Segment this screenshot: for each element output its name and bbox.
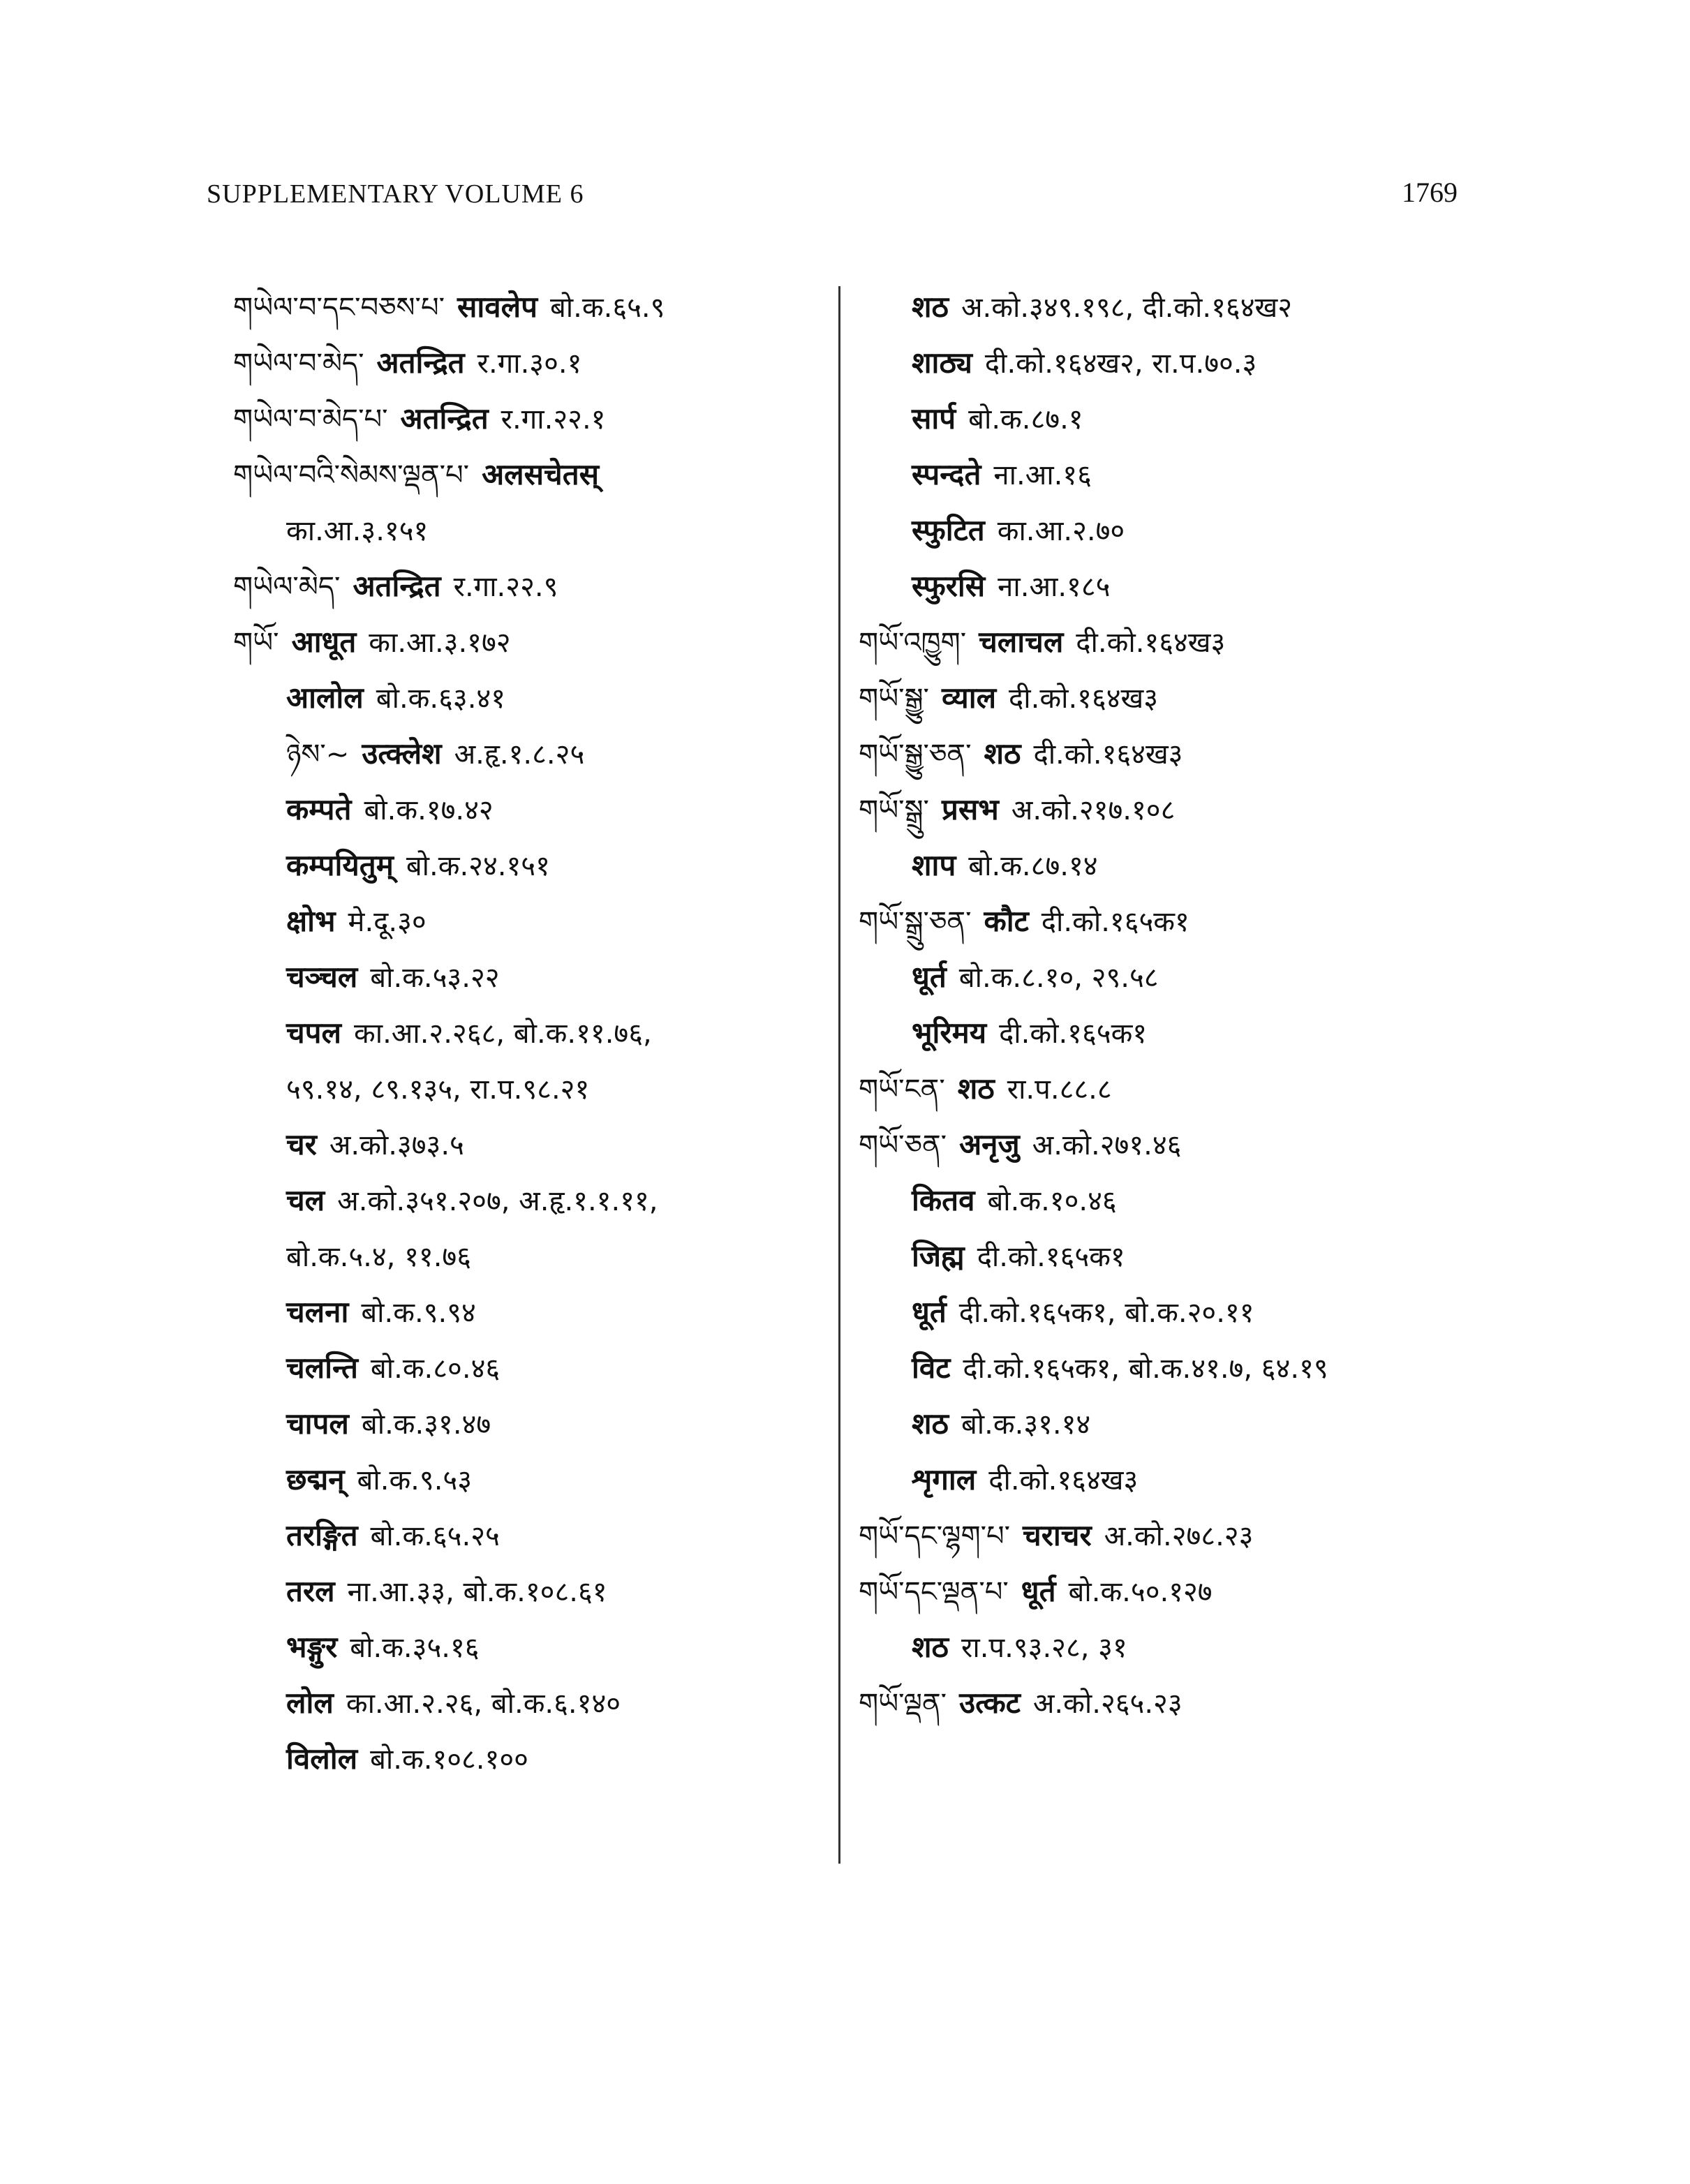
dictionary-line: [233, 1563, 820, 1619]
dictionary-line: [859, 782, 1487, 838]
dictionary-line: [859, 447, 1487, 503]
dictionary-line: [233, 279, 820, 335]
sanskrit-equivalent: लोल: [286, 1686, 334, 1720]
running-header-title: SUPPLEMENTARY VOLUME 6: [207, 179, 584, 209]
sanskrit-equivalent: प्रसभ: [941, 792, 999, 826]
source-reference: दी.को.१६४ख३: [988, 1464, 1139, 1496]
dictionary-line: [859, 614, 1487, 670]
source-reference: बो.क.८७.१४: [968, 850, 1098, 882]
source-reference: का.आ.२.२६८, बो.क.११.७६,: [354, 1018, 652, 1050]
dictionary-line: [859, 838, 1487, 893]
source-reference: बो.क.१७.४२: [364, 794, 494, 826]
source-reference: अ.को.२१७.१०८: [1011, 794, 1176, 826]
source-reference: अ.को.३५१.२०७, अ.हृ.१.१.११,: [337, 1185, 658, 1217]
source-reference: बो.क.६३.४१: [376, 683, 506, 715]
source-reference: रा.प.९३.२८, ३१: [961, 1632, 1127, 1664]
sanskrit-equivalent: कम्पते: [286, 792, 352, 826]
source-reference: बो.क.३५.१६: [350, 1632, 480, 1664]
source-reference: बो.क.३१.१४: [961, 1409, 1091, 1441]
column-divider: [838, 286, 840, 1864]
tibetan-headword: གཡོ་ངན་: [859, 1074, 945, 1106]
tibetan-headword: གཡོ་སྒྲུ་ཅན་: [859, 906, 972, 938]
dictionary-line: [859, 726, 1487, 782]
source-reference: अ.को.२७८.२३: [1104, 1520, 1254, 1552]
tibetan-headword: གཡོ་ལྡན་: [859, 1688, 947, 1720]
sanskrit-equivalent: स्फुरसि: [912, 569, 986, 603]
dictionary-line: [859, 949, 1487, 1005]
sanskrit-equivalent: चलना: [286, 1295, 349, 1329]
sanskrit-equivalent: चापल: [286, 1406, 349, 1441]
dictionary-line: [233, 391, 820, 447]
source-reference: का.आ.३.१७२: [369, 627, 511, 659]
source-reference: अ.को.३७३.५: [329, 1129, 464, 1161]
sanskrit-equivalent: आलोल: [286, 681, 364, 715]
tibetan-headword: གཡེལ་བ་དང་བཅས་པ་: [233, 292, 445, 324]
source-reference: बो.क.८०.४६: [370, 1353, 501, 1385]
tibetan-headword: གཡོ་འཁྱུག་: [859, 627, 967, 659]
sanskrit-equivalent: चर: [286, 1127, 317, 1161]
source-reference: बो.क.६५.९: [549, 292, 665, 324]
dictionary-line: [859, 1228, 1487, 1284]
source-reference: का.आ.२.७०: [997, 515, 1125, 547]
sanskrit-equivalent: कितव: [912, 1183, 975, 1217]
dictionary-line: [233, 335, 820, 391]
source-reference: र.गा.३०.१: [477, 348, 582, 380]
dictionary-line: [859, 391, 1487, 447]
dictionary-line: [233, 949, 820, 1005]
sanskrit-equivalent: शठ: [984, 736, 1021, 771]
sanskrit-equivalent: व्याल: [941, 681, 997, 715]
source-reference: बो.क.९.९४: [361, 1297, 476, 1329]
sanskrit-equivalent: शठ: [912, 290, 949, 324]
dictionary-line: [233, 447, 820, 503]
source-reference: बो.क.५.४, ११.७६: [286, 1241, 472, 1273]
dictionary-line: [859, 1340, 1487, 1396]
dictionary-line: [859, 1508, 1487, 1563]
sanskrit-equivalent: शाप: [912, 848, 956, 882]
dictionary-line: [233, 1396, 820, 1452]
dictionary-line: [859, 503, 1487, 558]
source-reference: दी.को.१६४ख३: [1009, 683, 1159, 715]
source-reference: अ.को.२७१.४६: [1032, 1129, 1182, 1161]
sanskrit-equivalent: कम्पयितुम्: [286, 848, 394, 882]
dictionary-line: [233, 1173, 820, 1228]
sanskrit-equivalent: अनृजु: [959, 1127, 1020, 1161]
right-column: [859, 279, 1487, 1731]
source-reference: बो.क.३१.४७: [361, 1409, 491, 1441]
sanskrit-equivalent: चराचर: [1023, 1518, 1092, 1552]
dictionary-line: [859, 558, 1487, 614]
dictionary-line: [859, 1619, 1487, 1675]
source-reference: का.आ.२.२६, बो.क.६.१४०: [346, 1688, 621, 1720]
sanskrit-equivalent: चपल: [286, 1016, 342, 1050]
sanskrit-equivalent: धूर्त: [1021, 1574, 1056, 1608]
source-reference: दी.को.१६४ख३: [1033, 738, 1183, 771]
source-reference: बो.क.८७.१: [968, 403, 1083, 436]
sanskrit-equivalent: अतन्द्रित: [353, 569, 441, 603]
tibetan-headword: གཡོ་ཅན་: [859, 1129, 947, 1161]
tibetan-headword: གཡོ་: [233, 627, 279, 659]
source-reference: बो.क.५३.२२: [370, 962, 500, 994]
tibetan-headword: གཡོ་སྒྱུ་: [859, 683, 929, 715]
dictionary-line: [859, 1061, 1487, 1117]
source-reference: बो.क.१०.४६: [987, 1185, 1117, 1217]
sanskrit-equivalent: सार्प: [912, 401, 956, 436]
dictionary-line: [233, 1619, 820, 1675]
dictionary-line: [233, 838, 820, 893]
sanskrit-equivalent: स्पन्दते: [912, 457, 981, 491]
sanskrit-equivalent: भङ्गुर: [286, 1630, 338, 1664]
sanskrit-equivalent: उत्कट: [959, 1686, 1021, 1720]
source-reference: अ.को.३४९.१९८, दी.को.१६४ख२: [961, 292, 1293, 324]
source-reference: र.गा.२२.९: [453, 571, 558, 603]
tibetan-headword: གཡོ་དང་ལྡན་པ་: [859, 1576, 1009, 1608]
dictionary-line: [233, 1508, 820, 1563]
dictionary-line: [859, 893, 1487, 949]
dictionary-line: [859, 1396, 1487, 1452]
sanskrit-equivalent: उत्क्लेश: [362, 736, 442, 771]
dictionary-line: [859, 279, 1487, 335]
dictionary-line: [859, 670, 1487, 726]
sanskrit-equivalent: छद्मन्: [286, 1462, 345, 1496]
dictionary-line: [233, 1284, 820, 1340]
source-reference: रा.प.८८.८: [1007, 1074, 1112, 1106]
sanskrit-equivalent: स्फुटित: [912, 513, 985, 547]
sanskrit-equivalent: आधूत: [291, 625, 357, 659]
source-reference: ना.आ.१६: [993, 459, 1092, 491]
sanskrit-equivalent: तरङ्गित: [286, 1518, 358, 1552]
sanskrit-equivalent: शाठ्य: [912, 346, 972, 380]
source-reference: दी.को.१६५क१: [1041, 906, 1189, 938]
dictionary-line: [233, 670, 820, 726]
source-reference: बो.क.६५.२५: [370, 1520, 500, 1552]
source-reference: दी.को.१६५क१: [977, 1241, 1125, 1273]
sanskrit-equivalent: शठ: [957, 1071, 995, 1106]
sanskrit-equivalent: भूरिमय: [912, 1016, 987, 1050]
sanskrit-equivalent: चलन्ति: [286, 1351, 358, 1385]
sanskrit-equivalent: सावलेप: [457, 290, 538, 324]
sanskrit-equivalent: शठ: [912, 1406, 949, 1441]
dictionary-line: [859, 1117, 1487, 1173]
sanskrit-equivalent: चल: [286, 1183, 325, 1217]
dictionary-line: [233, 893, 820, 949]
dictionary-line: [233, 1005, 820, 1061]
source-reference: दी.को.१६४ख३: [1076, 627, 1226, 659]
source-reference: मे.दू.३०: [348, 906, 427, 938]
page-number: 1769: [1402, 177, 1458, 208]
source-reference: बो.क.८.१०, २९.५८: [958, 962, 1159, 994]
dictionary-line: [233, 1117, 820, 1173]
sanskrit-equivalent: विट: [912, 1351, 951, 1385]
source-reference: बो.क.१०८.१००: [370, 1744, 528, 1776]
sanskrit-equivalent: अतन्द्रित: [376, 346, 465, 380]
tibetan-headword: ཉེས་~: [286, 738, 350, 771]
tibetan-headword: གཡེལ་བ་མེད་པ་: [233, 403, 388, 436]
source-reference: दी.को.१६५क१, बो.क.२०.११: [958, 1297, 1254, 1329]
source-reference: अ.को.२६५.२३: [1032, 1688, 1183, 1720]
sanskrit-equivalent: अतन्द्रित: [400, 401, 489, 436]
source-reference: ना.आ.३३, बो.क.१०८.६१: [347, 1576, 607, 1608]
sanskrit-equivalent: तरल: [286, 1574, 335, 1608]
dictionary-line: [859, 1563, 1487, 1619]
source-reference: ५९.१४, ८९.१३५, रा.प.९८.२१: [286, 1074, 590, 1106]
dictionary-line: [859, 1005, 1487, 1061]
dictionary-line: [859, 335, 1487, 391]
dictionary-line: [233, 558, 820, 614]
dictionary-line: [233, 1228, 820, 1284]
sanskrit-equivalent: अलसचेतस्: [482, 457, 600, 491]
dictionary-line: [233, 726, 820, 782]
tibetan-headword: གཡོ་དང་ལྷག་པ་: [859, 1520, 1011, 1552]
tibetan-headword: གཡོ་སྒྱུ་ཅན་: [859, 738, 972, 771]
sanskrit-equivalent: जिह्म: [912, 1239, 965, 1273]
dictionary-line: [859, 1173, 1487, 1228]
source-reference: ना.आ.१८५: [998, 571, 1111, 603]
source-reference: दी.को.१६४ख२, रा.प.७०.३: [984, 348, 1257, 380]
tibetan-headword: གཡེལ་བའི་སེམས་ལྡན་པ་: [233, 459, 470, 491]
dictionary-line: [233, 1731, 820, 1787]
sanskrit-equivalent: चञ्चल: [286, 960, 358, 994]
source-reference: बो.क.२४.१५१: [406, 850, 550, 882]
dictionary-line: [233, 503, 820, 558]
dictionary-line: [233, 1675, 820, 1731]
dictionary-line: [233, 614, 820, 670]
source-reference: अ.हृ.१.८.२५: [454, 738, 585, 771]
dictionary-line: [859, 1675, 1487, 1731]
dictionary-line: [859, 1452, 1487, 1508]
source-reference: र.गा.२२.१: [501, 403, 606, 436]
sanskrit-equivalent: कौट: [984, 904, 1029, 938]
sanskrit-equivalent: क्षोभ: [286, 904, 336, 938]
source-reference: बो.क.९.५३: [357, 1464, 473, 1496]
tibetan-headword: གཡོ་སྒྲུ་: [859, 794, 929, 826]
tibetan-headword: གཡེལ་མེད་: [233, 571, 341, 603]
dictionary-line: [233, 1452, 820, 1508]
dictionary-line: [859, 1284, 1487, 1340]
sanskrit-equivalent: चलाचल: [979, 625, 1064, 659]
sanskrit-equivalent: शृगाल: [912, 1462, 977, 1496]
sanskrit-equivalent: धूर्त: [912, 960, 947, 994]
sanskrit-equivalent: विलोल: [286, 1741, 358, 1776]
source-reference: दी.को.१६५क१: [999, 1018, 1148, 1050]
dictionary-line: [233, 782, 820, 838]
source-reference: दी.को.१६५क१, बो.क.४१.७, ६४.१९: [963, 1353, 1328, 1385]
tibetan-headword: གཡེལ་བ་མེད་: [233, 348, 364, 380]
left-column: [233, 279, 820, 1787]
sanskrit-equivalent: शठ: [912, 1630, 949, 1664]
dictionary-line: [233, 1340, 820, 1396]
sanskrit-equivalent: धूर्त: [912, 1295, 947, 1329]
source-reference: बो.क.५०.१२७: [1068, 1576, 1213, 1608]
source-reference: का.आ.३.१५१: [286, 515, 429, 547]
dictionary-line: [233, 1061, 820, 1117]
